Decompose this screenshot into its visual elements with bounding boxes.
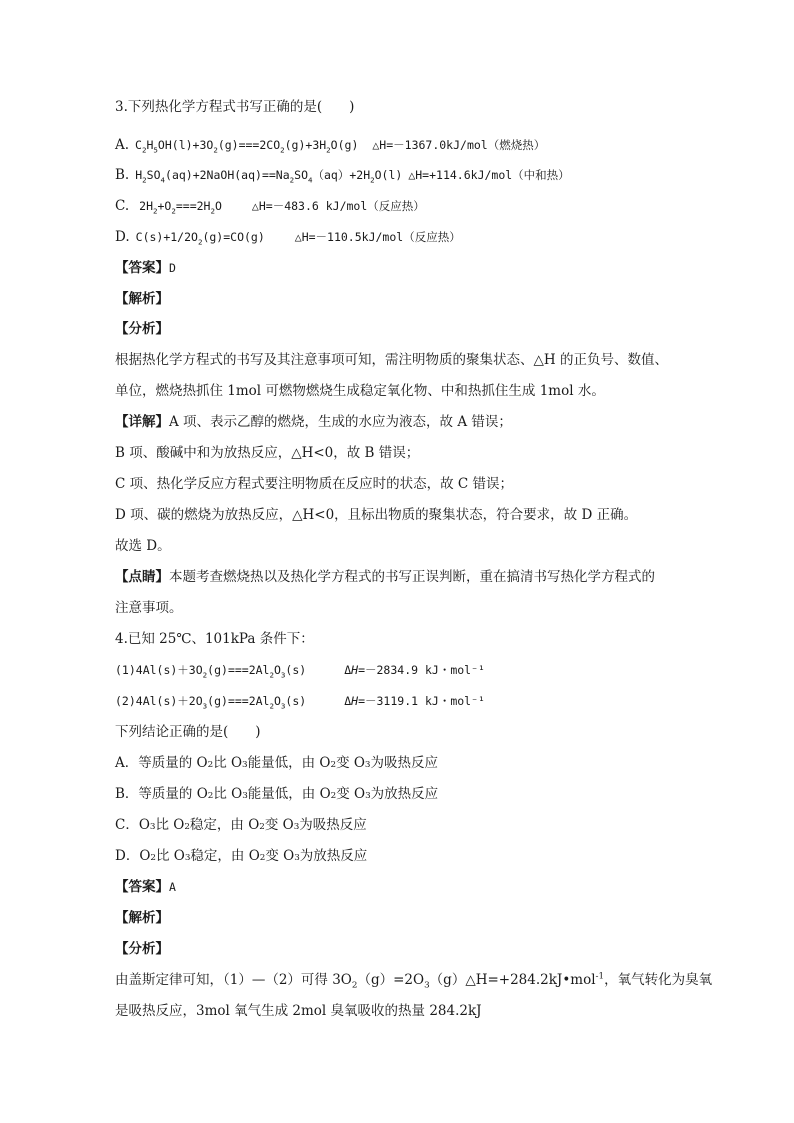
q3-analysis-tag: 【解析】 — [115, 291, 169, 307]
q3-detail-d: D 项、碳的燃烧为放热反应，△H<0，且标出物质的聚集状态，符合要求，故 D 正确。 — [115, 507, 638, 523]
q4-fenxi-lead: 由盖斯定律可知，（1）—（2）可得 $3O_2(g)=2O_3(g)\triangle H=+284.2kJ•mol^{-1}$ — [115, 971, 605, 991]
q3-option-d-dh: △H=－110.5kJ/mol（反应热） — [294, 230, 461, 244]
q4-eq1-dh: =－2834.9 kJ・mol⁻¹ — [358, 663, 485, 677]
q3-option-b-dh: △H=+114.6kJ/mol（中和热） — [408, 168, 570, 182]
answer-value: D — [169, 261, 176, 275]
q3-option-d-equation: $C(s)+1/2O_2(g)=CO(g)$ — [135, 230, 265, 247]
q3-option-a-dh: △H=－1367.0kJ/mol（燃烧热） — [372, 138, 546, 152]
q3-answer — [115, 259, 176, 277]
option-label: A. — [115, 137, 130, 153]
q3-fenxi-line-2: 单位，燃烧热抓住 1mol 可燃物燃烧生成稳定氧化物、中和热抓住生成 1mol 水。 — [115, 383, 605, 399]
q3-point-line-1 — [115, 568, 655, 586]
q4-fenxi-tag: 【分析】 — [115, 941, 169, 957]
q4-eq2-delta: ΔH — [344, 694, 359, 708]
q3-fenxi-line-1: 根据热化学方程式的书写及其注意事项可知，需注明物质的聚集状态、△H 的正负号、数值、 — [115, 352, 668, 368]
q4-option-a[interactable]: A．等质量的 O 2 比 O 3 能量低，由 O 2 变 O 3 为吸热反应 — [115, 755, 438, 771]
q4-answer — [115, 878, 176, 896]
option-label: B. — [115, 167, 130, 183]
q4-fenxi-line-1 — [115, 971, 712, 989]
q3-option-b-equation: $H_2SO_4(aq)+2NaOH(aq)==Na_2SO_4(aq)+2H_2O(l)$ — [135, 168, 403, 185]
q3-option-b[interactable] — [115, 166, 570, 184]
point-tag: 【点睛】 — [115, 569, 169, 585]
q3-option-d[interactable] — [115, 228, 461, 246]
q4-eq1-formula: $(1)4Al(s)+3O_2(g)===2Al_2O_3(s)$ — [115, 663, 307, 680]
detail-tag: 【详解】 — [115, 414, 169, 430]
q4-eq1-delta: ΔH — [344, 663, 359, 677]
q3-point-line-2: 注意事项。 — [115, 600, 183, 616]
q4-ask: 下列结论正确的是( ) — [115, 724, 261, 740]
q3-conclusion: 故选 D。 — [115, 538, 171, 554]
q3-detail-a — [115, 413, 512, 431]
q3-option-a-equation: $C_2H_5OH(l)+3O_2(g)===2CO_2(g)+3H_2O(g)$ — [135, 138, 359, 155]
detail-a-text: A 项、表示乙醇的燃烧，生成的水应为液态，故 A 错误； — [169, 414, 512, 430]
q4-analysis-tag: 【解析】 — [115, 910, 169, 926]
q4-eq2-dh: =－3119.1 kJ・mol⁻¹ — [358, 694, 485, 708]
q4-equation-2 — [115, 692, 485, 710]
option-label: C. — [115, 198, 130, 214]
q3-option-c[interactable] — [115, 197, 425, 215]
q4-option-b[interactable]: B．等质量的 O 2 比 O 3 能量低，由 O 2 变 O 3 为放热反应 — [115, 786, 439, 802]
q4-option-c[interactable]: C．O 3 比 O 2 稳定，由 O 2 变 O 3 为吸热反应 — [115, 817, 367, 833]
q4-equation-1 — [115, 661, 485, 679]
q4-stem: 4.已知 25℃、101kPa 条件下： — [115, 631, 314, 647]
answer-tag: 【答案】 — [115, 879, 169, 895]
option-label: D. — [115, 229, 130, 245]
q3-fenxi-tag: 【分析】 — [115, 321, 169, 337]
q3-option-c-dh: △H=－483.6 kJ/mol（反应热） — [251, 199, 425, 213]
q3-option-c-equation: $2H_2+O_2===2H_2O$ — [139, 199, 222, 216]
answer-tag: 【答案】 — [115, 260, 169, 276]
answer-value: A — [169, 880, 176, 894]
q3-option-a[interactable] — [115, 136, 545, 154]
q4-fenxi-line-2: 是吸热反应，3mol 氧气生成 2mol 臭氧吸收的热量 284.2kJ — [115, 1003, 482, 1019]
q3-detail-c: C 项、热化学反应方程式要注明物质在反应时的状态，故 C 错误； — [115, 476, 514, 492]
q4-option-d[interactable]: D．O 2 比 O 3 稳定，由 O 2 变 O 3 为放热反应 — [115, 848, 368, 864]
q3-detail-b: B 项、酸碱中和为放热反应，△H<0，故 B 错误； — [115, 445, 420, 461]
q3-stem: 3.下列热化学方程式书写正确的是( ) — [115, 99, 355, 115]
q4-eq2-formula: $(2)4Al(s)+2O_3(g)===2Al_2O_3(s)$ — [115, 694, 307, 711]
point-text: 本题考查燃烧热以及热化学方程式的书写正误判断，重在搞清书写热化学方程式的 — [169, 569, 655, 585]
q4-fenxi-tail: ，氧气转化为臭氧 — [604, 972, 713, 988]
